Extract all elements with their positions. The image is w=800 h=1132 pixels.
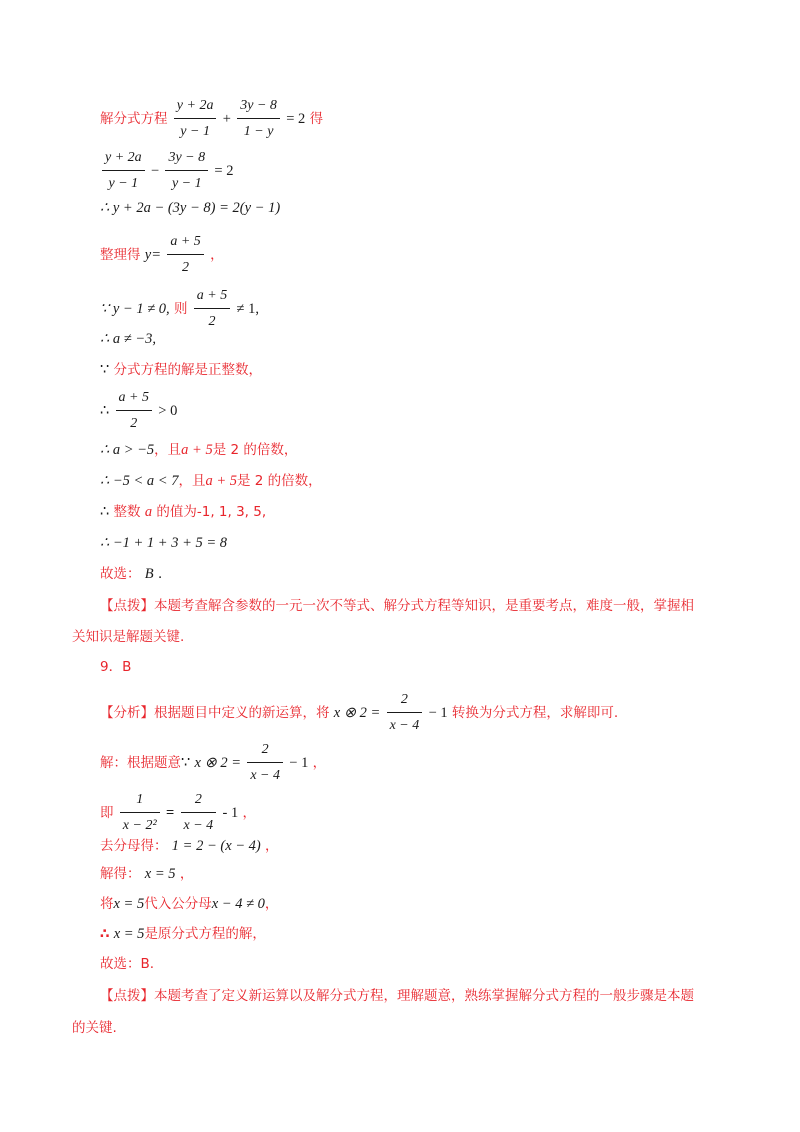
fraction: $\frac{3y - 8}{y - 1}$ — [165, 148, 208, 194]
fraction: $\frac{3y - 8}{1 - y}$ — [237, 96, 280, 142]
equation-line-11: ∴ 整数 a 的值为-1, 1, 3, 5, — [100, 504, 267, 520]
equation-line-8: ∴ $\frac{a + 5}{2}$ > 0 — [100, 388, 177, 434]
solution-line-4: 解得： x = 5 ， — [100, 866, 194, 882]
solution-line-2: 即 $\frac{1}{\text{x − 2²}}$ = $\frac{2}{x - 4}$ - 1 ， — [100, 790, 256, 836]
equation-line-2: $\frac{y + 2a}{y - 1}$ − $\frac{3y - 8}{y - 1}$ = 2 — [100, 148, 233, 194]
note-paragraph-1-cont: 关知识是解题关键. — [72, 629, 185, 645]
note-paragraph-2-cont: 的关键. — [72, 1020, 117, 1036]
equation-line-4: 整理得 y= $\frac{a + 5}{2}$ ， — [100, 232, 224, 278]
question-number: 9．B — [100, 659, 132, 675]
equation-line-9: ∴ a > −5，且a + 5是 2 的倍数， — [100, 442, 298, 458]
equation-line-10: ∴ −5 < a < 7，且a + 5是 2 的倍数， — [100, 473, 322, 489]
fraction: $\frac{1}{\text{x − 2²}}$ — [120, 790, 160, 836]
fraction: $\frac{2}{x - 4}$ — [181, 790, 217, 836]
fraction: $\frac{2}{x - 4}$ — [247, 740, 283, 786]
solution-line-1: 解：根据题意∵ x ⊗ 2 = $\frac{2}{x - 4}$ − 1 ， — [100, 740, 326, 786]
equation-line-7: ∵ 分式方程的解是正整数， — [100, 362, 263, 378]
line-text: 解分式方程 — [100, 111, 168, 127]
answer-line: 故选： B ． — [100, 566, 172, 582]
fraction: $\frac{a + 5}{2}$ — [167, 232, 203, 278]
solution-line-5: 将x = 5代入公分母x − 4 ≠ 0， — [100, 896, 279, 912]
answer-line-2: 故选：B. — [100, 956, 155, 972]
note-paragraph-1: 【点拨】本题考查解含参数的一元一次不等式、解分式方程等知识，是重要考点，难度一般，掌握相 — [100, 598, 694, 614]
analysis-line: 【分析】根据题目中定义的新运算，将 x ⊗ 2 = $\frac{2}{x - 4}$ − 1 转换为分式方程，求解即可. — [100, 690, 618, 736]
solution-line-6: ∴ x = 5是原分式方程的解， — [100, 926, 266, 942]
equation-line-3: ∴ y + 2a − (3y − 8) = 2(y − 1) — [100, 200, 281, 216]
solution-line-3: 去分母得： 1 = 2 − (x − 4) ， — [100, 838, 279, 854]
equation-line-1: 解分式方程 $\frac{y + 2a}{y - 1}$ + $\frac{3y - 8}{1 - y}$ = 2 得 — [100, 96, 323, 142]
equation-line-5: ∵ y − 1 ≠ 0, 则 $\frac{a + 5}{2}$ ≠ 1, — [100, 286, 259, 332]
fraction: $\frac{2}{x - 4}$ — [387, 690, 423, 736]
fraction: $\frac{a + 5}{2}$ — [194, 286, 230, 332]
note-paragraph-2: 【点拨】本题考查了定义新运算以及解分式方程，理解题意，熟练掌握解分式方程的一般步骤是本题 — [100, 988, 694, 1004]
equation-line-6: ∴ a ≠ −3, — [100, 331, 156, 347]
fraction: $\frac{a + 5}{2}$ — [116, 388, 152, 434]
fraction: $\frac{y + 2a}{y - 1}$ — [174, 96, 217, 142]
fraction: $\frac{y + 2a}{y - 1}$ — [102, 148, 145, 194]
equation-line-12: ∴ −1 + 1 + 3 + 5 = 8 — [100, 535, 228, 551]
